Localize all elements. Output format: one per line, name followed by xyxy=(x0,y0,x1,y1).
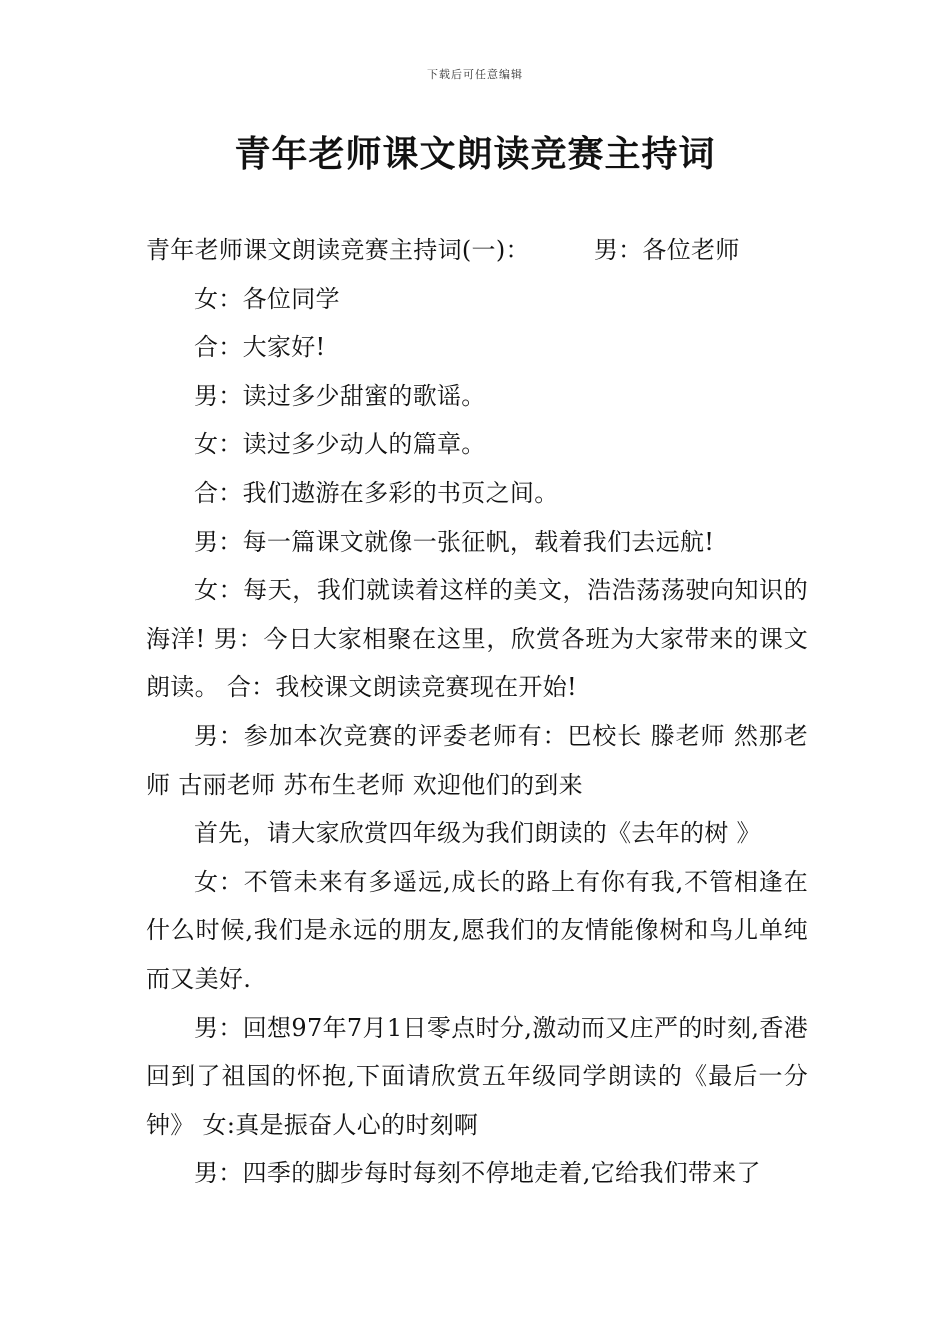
paragraph: 女：每天，我们就读着这样的美文，浩浩荡荡驶向知识的海洋! 男：今日大家相聚在这里，欣赏各班为大家带来的课文朗读。 合：我校课文朗读竞赛现在开始! xyxy=(146,576,808,702)
paragraph: 合：大家好! xyxy=(194,333,326,362)
paragraph: 首先，请大家欣赏四年级为我们朗读的《去年的树 》 xyxy=(194,819,761,848)
paragraph-text: 男：各位老师 xyxy=(593,236,740,264)
document-title: 青年老师课文朗读竞赛主持词 xyxy=(234,134,716,175)
document-body xyxy=(146,226,808,1198)
paragraph: 男：读过多少甜蜜的歌谣。 xyxy=(194,381,486,410)
paragraph: 女：不管未来有多遥远,成长的路上有你有我,不管相逢在什么时候,我们是永远的朋友,愿我们的友情能像树和鸟儿单纯而又美好. xyxy=(146,867,808,993)
intro-heading: 青年老师课文朗读竞赛主持词(一)： xyxy=(146,236,530,264)
paragraph: 男：参加本次竞赛的评委老师有：巴校长 滕老师 然那老师 古丽老师 苏布生老师 欢迎他们的到来 xyxy=(146,721,808,799)
paragraph: 男：四季的脚步每时每刻不停地走着,它给我们带来了 xyxy=(194,1159,761,1188)
paragraph: 男：每一篇课文就像一张征帆，载着我们去远航! xyxy=(194,527,715,556)
intro-line xyxy=(146,226,808,275)
paragraph: 男：回想97年7月1日零点时分,激动而又庄严的时刻,香港回到了祖国的怀抱,下面请欣赏五年级同学朗读的《最后一分钟》 女:真是振奋人心的时刻啊 xyxy=(146,1013,808,1139)
paragraph: 女：各位同学 xyxy=(194,284,340,313)
paragraph: 女：读过多少动人的篇章。 xyxy=(194,430,486,459)
header-note: 下载后可任意编辑 xyxy=(427,68,523,81)
paragraph: 合：我们遨游在多彩的书页之间。 xyxy=(194,478,559,507)
